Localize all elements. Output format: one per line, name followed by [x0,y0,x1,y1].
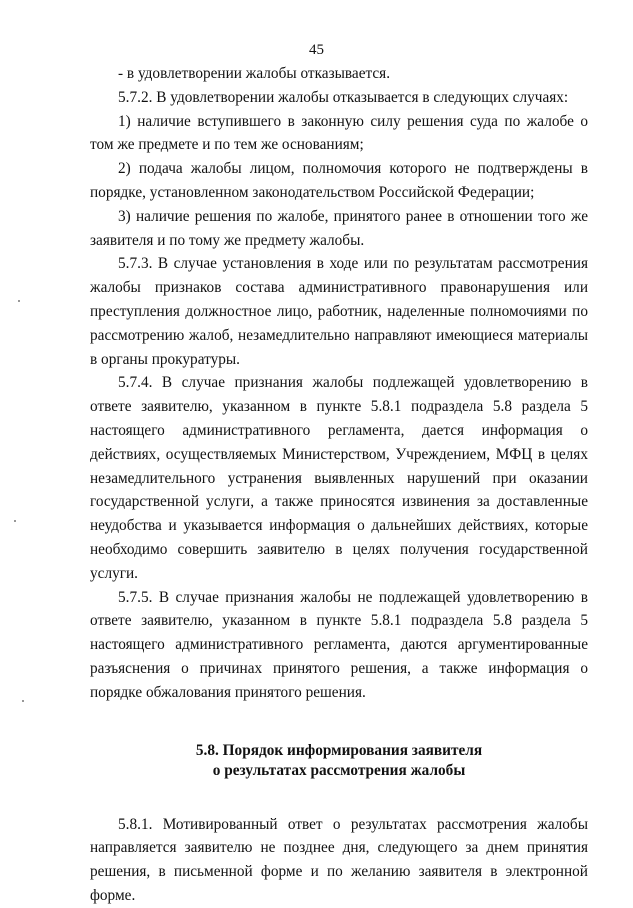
paragraph-5-7-3: 5.7.3. В случае установления в ходе или по результатам рассмотрения жалобы признаков состава административного правонарушения или преступления должностное лицо, работник, наделенные полномочиями по рассмотрению жалоб, незамедлительно направляют имеющиеся материалы в органы прокуратуры. [90,255,588,368]
paragraph-5-7-5: 5.7.5. В случае признания жалобы не подлежащей удовлетворению в ответе заявителю, указанном в пункте 5.8.1 подраздела 5.8 раздела 5 настоящего административного регламента, даются аргументированные разъяснения о причинах принятого решения, а также информация о порядке обжалования принятого решения. [90,588,588,701]
paragraph-5-7-4: 5.7.4. В случае признания жалобы подлежащей удовлетворению в ответе заявителю, указанном в пункте 5.8.1 подраздела 5.8 раздела 5 настоящего административного регламента, дается информация о действиях, осуществляемых Министерством, Учреждением, МФЦ в целях незамедлительного устранения выявленных нарушений при оказании государственной услуги, а также приносятся извинения за доставленные неудобства и указывается информация о дальнейших действиях, которые необходимо совершить заявителю в целях получения государственной услуги. [90,374,588,582]
paragraph-5-7-2-item-3: 3) наличие решения по жалобе, принятого ранее в отношении того же заявителя и по тому же предмету жалобы. [90,207,588,249]
section-heading-line-2: о результатах рассмотрения жалобы [212,761,466,779]
paragraph-5-8-1: 5.8.1. Мотивированный ответ о результатах рассмотрения жалобы направляется заявителю не позднее дня, следующего за днем принятия решения, в письменной форме и по желанию заявителя в электронной форме. [90,815,588,904]
paragraph-5-7-2-item-1: 1) наличие вступившего в законную силу решения суда по жалобе о том же предмете и по тем же основаниям; [90,112,588,154]
section-heading-line-1: 5.8. Порядок информирования заявителя [195,741,483,759]
scan-speck [18,300,20,302]
section-heading-5-8 [90,741,588,781]
paragraph-5-7-2: 5.7.2. В удовлетворении жалобы отказывается в следующих случаях: [118,88,569,106]
paragraph-refusal-statement: - в удовлетворении жалобы отказывается. [118,65,391,82]
scan-speck [14,520,16,522]
scan-speck [22,700,24,702]
page-number: 45 [309,42,324,58]
paragraph-5-7-2-item-2: 2) подача жалобы лицом, полномочия которого не подтверждены в порядке, установленном законодательством Российской Федерации; [90,160,588,201]
document-body [90,62,588,908]
